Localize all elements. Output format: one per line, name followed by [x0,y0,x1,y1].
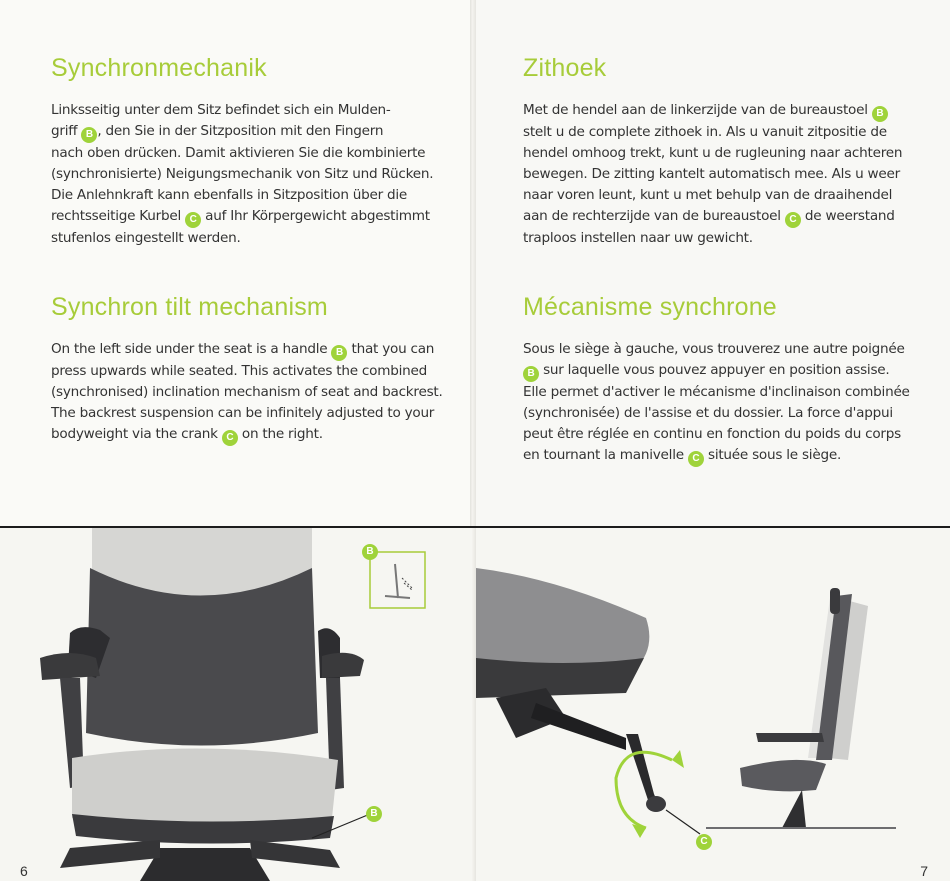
section-body: Linksseitig unter dem Sitz befindet sich ein Mulden- griff B , den Sie in der Sitzposition mit den Fingern nach oben drücken. Damit aktivieren Sie die kombinierte (synchronisierte) Neigungsmechanik von Sitz und Rücken. Die Anlehnkraft kann ebenfalls in Sitzposition über die rechtsseitige Kurbel C auf Ihr Körpergewicht abgestimmt stufenlos eingestellt werden. [51,102,434,246]
marker-c-icon: C [696,834,712,850]
marker-c-icon: C [688,451,704,467]
section-heading: Synchronmechanik [51,54,267,82]
chair-front-illustration [0,528,472,881]
section-heading: Synchron tilt mechanism [51,293,328,321]
chair-side-illustration [476,528,950,881]
marker-c-icon: C [222,430,238,446]
marker-b-icon: B [523,366,539,382]
marker-c-icon: C [185,212,201,228]
marker-b-icon: B [366,806,382,822]
section-synchron-tilt [51,293,451,446]
marker-b-icon: B [331,345,347,361]
section-body: Sous le siège à gauche, vous trouverez une autre poignée B sur laquelle vous pouvez appuyer en position assise. Elle permet d'activer le mécanisme d'inclinaison combinée (synchronisée) de l'assise et du dossier. La force d'appui peut être réglée en continu en fonction du poids du corps en tournant la manivelle C située sous le siège. [523,339,923,467]
marker-b-icon: B [81,127,97,143]
section-zithoek [523,54,923,249]
section-heading: Mécanisme synchrone [523,293,777,321]
page-number-right: 7 [920,863,928,879]
section-synchronmechanik [51,54,451,249]
marker-b-icon: B [362,544,378,560]
section-heading: Zithoek [523,54,607,82]
section-mecanisme-synchrone [523,293,923,467]
page-number-left: 6 [20,863,28,879]
marker-b-icon: B [872,106,888,122]
chair-front-photo [0,528,472,881]
section-body: On the left side under the seat is a handle B that you can press upwards while seated. This activates the combined (synchronised) inclination mechanism of seat and backrest. The backrest suspension can be infinitely adjusted to your bodyweight via the crank C on the right. [51,339,451,446]
chair-side-photo [476,528,950,881]
marker-c-icon: C [785,212,801,228]
section-body: Met de hendel aan de linkerzijde van de bureaustoel B stelt u de complete zithoek in. Als u vanuit zitpositie de hendel omhoog trekt, kunt u de rugleuning naar achteren bewegen. De zitting kantelt automatisch mee. Als u weer naar voren leunt, kunt u met behulp van de draaihendel aan de rechterzijde van de bureaustoel C de weerstand traploos instellen naar uw gewicht. [523,102,903,246]
